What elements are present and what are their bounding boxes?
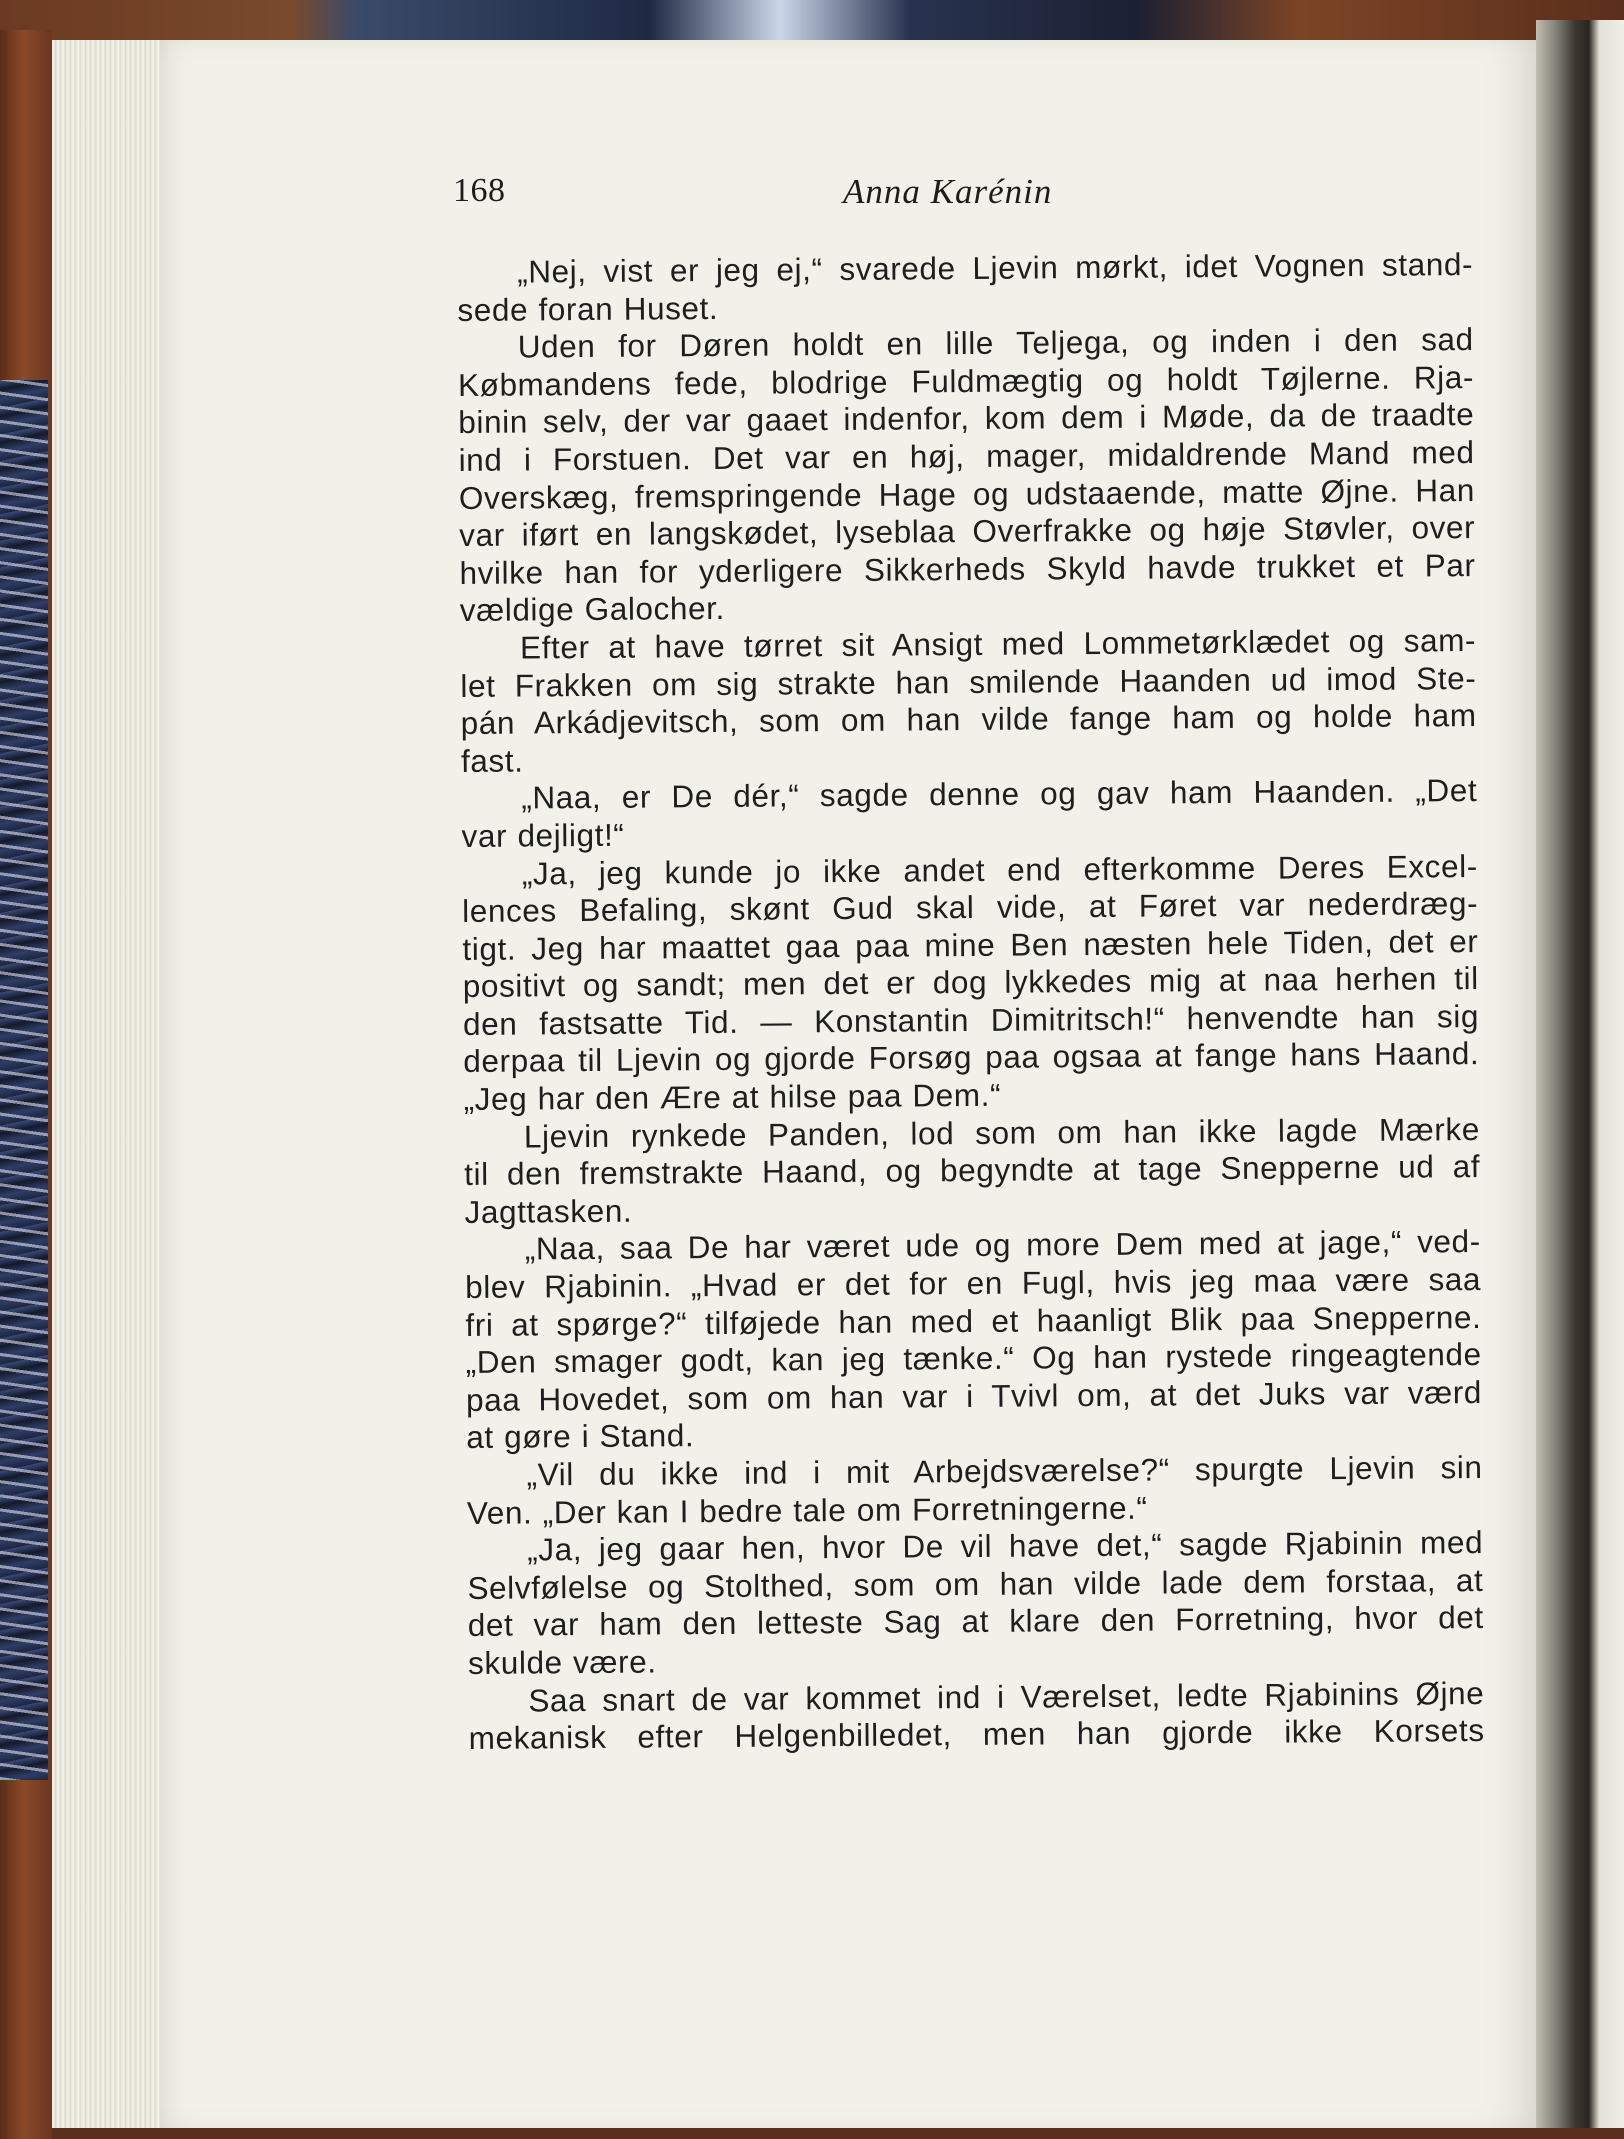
text-line: derpaa til Ljevin og gjorde Forsøg paa ogsaa at fange hans Haand.: [463, 1035, 1480, 1080]
text-line: skulde være.: [467, 1643, 657, 1681]
text-line: lences Befaling, skønt Gud skal vide, at Føret var nederdræg-: [462, 885, 1479, 930]
text-line: var iført en langskødet, lyseblaa Overfrakke og høje Støvler, over: [459, 509, 1476, 554]
text-line: blev Rjabinin. „Hvad er det for en Fugl, hvis jeg maa være saa: [464, 1261, 1482, 1305]
page-header: [453, 172, 1073, 222]
text-line: ind i Forstuen. Det var en høj, mager, midaldrende Mand med: [458, 433, 1475, 478]
text-line: Efter at have tørret sit Ansigt med Lommetørklædet og sam-: [519, 621, 1477, 666]
text-line: „Jeg har den Ære at hilse paa Dem.“: [463, 1076, 1002, 1118]
text-line: til den fremstrakte Haand, og begyndte at tage Snepperne ud af: [464, 1148, 1481, 1193]
text-line: Overskæg, fremspringende Hage og udstaaende, matte Øjne. Han: [458, 471, 1476, 516]
text-line: hvilke han for yderligere Sikkerheds Skyld havde trukket et Par: [459, 546, 1476, 591]
text-line: Saa snart de var kommet ind i Værelset, ledte Rjabinins Øjne: [528, 1674, 1485, 1719]
text-line: Uden for Døren holdt en lille Teljega, og inden i den sad: [517, 321, 1474, 365]
text-line: let Frakken om sig strakte han smilende Haanden ud imod Ste-: [460, 659, 1477, 704]
text-line: „Den smager godt, kan jeg tænke.“ Og han rystede ringeagtende: [465, 1336, 1482, 1381]
text-line: Ljevin rynkede Panden, lod som om han ikke lagde Mærke: [523, 1110, 1481, 1155]
text-line: at gøre i Stand.: [466, 1417, 695, 1456]
text-line: binin selv, der var gaaet indenfor, kom dem i Møde, da de traadte: [458, 396, 1475, 441]
book-binding-top: [0, 0, 1624, 40]
page-number: 168: [453, 172, 506, 209]
text-line: „Naa, saa De har været ude og more Dem med at jage,“ ved-: [524, 1223, 1481, 1267]
marbled-endpaper: [0, 380, 48, 1780]
text-line: paa Hovedet, som om han var i Tvivl om, at det Juks var værd: [465, 1373, 1483, 1418]
text-line: „Ja, jeg kunde jo ikke andet end efterkomme Deres Excel-: [521, 847, 1478, 892]
running-title: Anna Karénin: [843, 172, 1053, 211]
text-line: Købmandens fede, blodrige Fuldmægtig og holdt Tøjlerne. Rja-: [457, 358, 1475, 403]
text-line: „Nej, vist er jeg ej,“ svarede Ljevin mørkt, idet Vognen stand-: [516, 246, 1474, 290]
text-line: sede foran Huset.: [457, 289, 719, 328]
text-line: Ven. „Der kan I bedre tale om Forretningerne.“: [466, 1489, 1148, 1531]
body-text: [457, 246, 1485, 1758]
text-line: fast.: [460, 742, 524, 779]
text-line: „Vil du ikke ind i mit Arbejdsværelse?“ spurgte Ljevin sin: [526, 1448, 1483, 1493]
text-line: „Ja, jeg gaar hen, hvor De vil have det,“ sagde Rjabinin med: [527, 1524, 1484, 1568]
text-line: den fastsatte Tid. — Konstantin Dimitritsch!“ henvendte han sig: [462, 997, 1480, 1042]
text-line: det var ham den letteste Sag at klare den Forretning, hvor det: [467, 1599, 1484, 1644]
text-line: pán Arkádjevitsch, som om han vilde fange ham og holde ham: [460, 697, 1477, 742]
text-line: tigt. Jeg har maattet gaa paa mine Ben næsten hele Tiden, det er: [462, 922, 1479, 967]
text-line: fri at spørge?“ tilføjede han med et haanligt Blik paa Snepperne.: [465, 1298, 1482, 1343]
text-line: Selvfølelse og Stolthed, som om han vilde lade dem forstaa, at: [467, 1561, 1484, 1606]
text-line: var dejligt!“: [461, 816, 625, 854]
text-line: „Naa, er De dér,“ sagde denne og gav ham Haanden. „Det: [521, 772, 1478, 816]
text-line: vældige Galocher.: [459, 590, 726, 629]
text-line: positivt og sandt; men det er dog lykkedes mig at naa herhen til: [462, 960, 1479, 1005]
book-gutter: [1536, 20, 1624, 2139]
book-cover-bottom: [52, 2128, 1624, 2139]
text-line: mekanisk efter Helgenbilledet, men han gjorde ikke Korsets: [468, 1712, 1485, 1757]
text-line: Jagttasken.: [464, 1192, 633, 1230]
